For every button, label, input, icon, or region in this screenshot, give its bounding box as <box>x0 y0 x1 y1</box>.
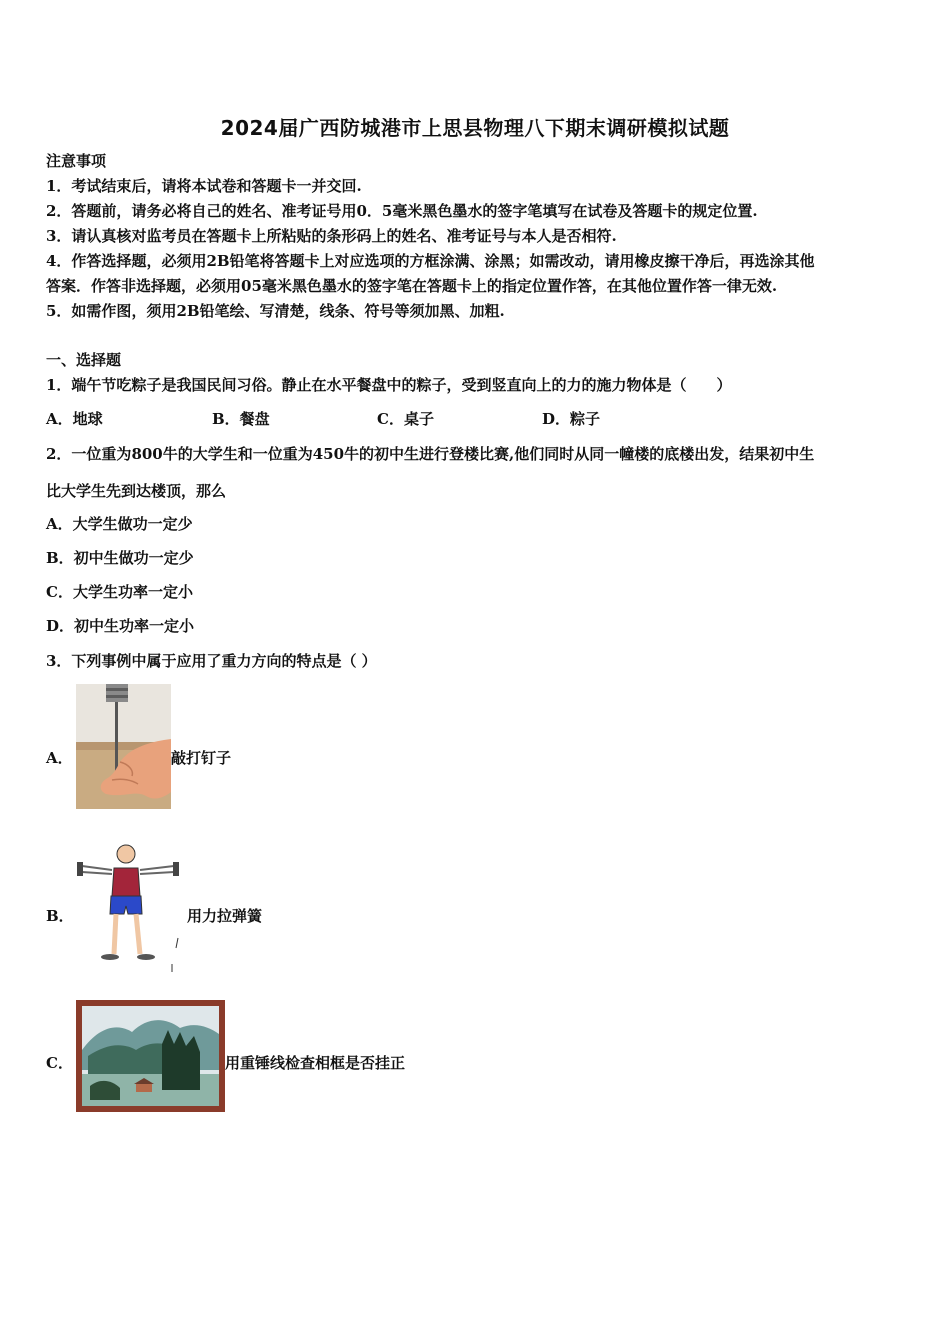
notice-item-3: 3．请认真核对监考员在答题卡上所粘贴的条形码上的姓名、准考证号与本人是否相符. <box>46 227 617 245</box>
page-title: 2024届广西防城港市上思县物理八下期末调研模拟试题 <box>220 116 730 140</box>
q3-option-c-label: C． <box>46 1054 73 1072</box>
section-heading: 一、选择题 <box>46 351 122 369</box>
framed-painting-image <box>76 1000 225 1112</box>
q1-option-c: C．桌子 <box>377 410 434 428</box>
notice-item-4-cont: 答案．作答非选择题，必须用05毫米黑色墨水的签字笔在答题卡上的指定位置作答，在其他位置作答一律无效. <box>46 277 778 295</box>
hammer-nail-image <box>76 684 171 809</box>
q3-option-a-label: A． <box>46 749 73 767</box>
notice-heading: 注意事项 <box>46 152 107 170</box>
q3-option-b-text: 用力拉弹簧 <box>187 907 263 925</box>
q1-option-a: A．地球 <box>46 410 103 428</box>
notice-item-4: 4．作答选择题，必须用2B铅笔将答题卡上对应选项的方框涂满、涂黑；如需改动，请用橡皮擦干净后，再选涂其他 <box>46 252 815 270</box>
q3-option-a-text: 敲打钉子 <box>171 749 232 767</box>
q1-option-b: B．餐盘 <box>212 410 270 428</box>
q3-option-c-text: 用重锤线检查相框是否挂正 <box>225 1054 406 1072</box>
question-1-stem: 1．端午节吃粽子是我国民间习俗。静止在水平餐盘中的粽子，受到竖直向上的力的施力物体是（ ） <box>46 376 732 394</box>
q1-option-d: D．粽子 <box>542 410 601 428</box>
notice-item-2: 2．答题前，请务必将自己的姓名、准考证号用0．5毫米黑色墨水的签字笔填写在试卷及答题卡的规定位置. <box>46 202 758 220</box>
notice-item-1: 1．考试结束后，请将本试卷和答题卡一并交回. <box>46 177 362 195</box>
q2-option-c: C．大学生功率一定小 <box>46 583 193 601</box>
question-3-stem: 3．下列事例中属于应用了重力方向的特点是（ ） <box>46 652 377 670</box>
q2-option-a: A．大学生做功一定少 <box>46 515 193 533</box>
q3-option-b-label: B． <box>46 907 74 925</box>
spring-exerciser-image <box>74 840 186 975</box>
question-2-stem: 2．一位重为800牛的大学生和一位重为450牛的初中生进行登楼比赛,他们同时从同一幢楼的底楼出发，结果初中生 <box>46 445 815 463</box>
q2-option-b: B．初中生做功一定少 <box>46 549 194 567</box>
q2-option-d: D．初中生功率一定小 <box>46 617 195 635</box>
notice-item-5: 5．如需作图，须用2B铅笔绘、写清楚，线条、符号等须加黑、加粗. <box>46 302 505 320</box>
question-2-stem-cont: 比大学生先到达楼顶，那么 <box>46 482 227 500</box>
